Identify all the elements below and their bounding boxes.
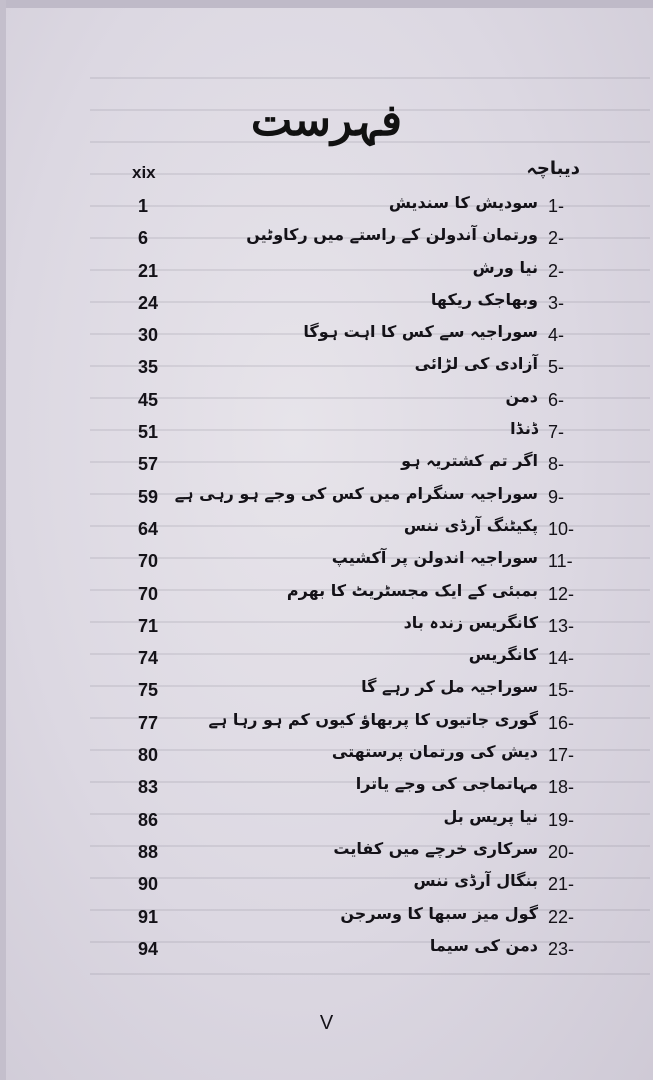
toc-entry-number: 5-	[548, 357, 565, 378]
toc-entry-number: 23-	[548, 938, 575, 959]
toc-entry-title: مہاتماجی کی وجے یاترا	[355, 774, 538, 794]
toc-entry	[0, 643, 653, 675]
toc-entry	[0, 288, 653, 320]
toc-entry-page: 88	[138, 841, 159, 862]
toc-entry-number: 20-	[548, 841, 575, 862]
toc-entry-page: 70	[138, 583, 159, 604]
toc-list	[0, 191, 653, 966]
toc-entry-title: سوراجیہ اندولن پر آکشیپ	[331, 548, 538, 568]
toc-entry	[0, 514, 653, 546]
toc-entry-title: دمن کی سیما	[429, 935, 538, 955]
toc-entry	[0, 902, 653, 934]
toc-entry-title: وبھاجک ریکھا	[430, 289, 538, 309]
toc-entry	[0, 449, 653, 481]
page-edge-top	[0, 0, 653, 8]
toc-entry-number: 18-	[548, 777, 575, 798]
toc-entry-page: 51	[138, 422, 159, 443]
toc-entry-title: نیا پریس بل	[443, 806, 538, 826]
toc-entry-title: گول میز سبھا کا وسرجن	[340, 903, 538, 923]
toc-entry-page: 86	[138, 809, 159, 830]
toc-entry-number: 1-	[548, 196, 565, 216]
toc-entry-number: 6-	[548, 389, 565, 410]
toc-entry-page: 24	[138, 292, 159, 313]
toc-entry-page: 59	[138, 486, 159, 507]
toc-entry	[0, 191, 653, 223]
toc-entry-number: 19-	[548, 809, 575, 830]
toc-entry-page: 70	[138, 551, 159, 572]
toc-entry-number: 3-	[548, 292, 565, 313]
page-folio: V	[319, 1012, 334, 1034]
toc-entry-title: کانگریس زندہ باد	[403, 612, 538, 632]
toc-entry-number: 15-	[548, 680, 575, 701]
toc-entry-number: 22-	[548, 906, 575, 927]
toc-entry	[0, 772, 653, 804]
toc-entry-page: 1	[138, 196, 149, 216]
intro-row	[120, 158, 580, 188]
toc-entry-number: 4-	[548, 325, 565, 346]
toc-entry-page: 21	[138, 260, 159, 281]
toc-entry-number: 10-	[548, 518, 575, 539]
toc-entry-page: 30	[138, 325, 159, 346]
toc-entry	[0, 805, 653, 837]
toc-entry-title: آزادی کی لڑائی	[414, 354, 538, 374]
toc-entry-page: 74	[138, 648, 159, 669]
toc-entry-page: 90	[138, 874, 159, 895]
toc-entry	[0, 385, 653, 417]
toc-entry-title: دیش کی ورتمان پرستھتی	[331, 742, 538, 762]
toc-entry-page: 91	[138, 906, 159, 927]
toc-entry-title: اگر تم کشتریہ ہو	[401, 451, 538, 471]
toc-entry-page: 57	[138, 454, 159, 475]
toc-entry-title: نیا ورش	[472, 257, 538, 277]
toc-entry-page: 75	[138, 680, 159, 701]
toc-entry-title: سوراجیہ سنگرام میں کس کی وجے ہو رہی ہے	[174, 483, 538, 503]
toc-entry	[0, 934, 653, 966]
toc-entry-number: 17-	[548, 745, 575, 766]
toc-entry-number: 12-	[548, 583, 575, 604]
toc-entry	[0, 869, 653, 901]
toc-entry-page: 80	[138, 745, 159, 766]
toc-entry-page: 77	[138, 712, 159, 733]
toc-entry-title: بنگال آرڈی ننس	[413, 871, 538, 891]
toc-entry	[0, 482, 653, 514]
toc-entry-page: 45	[138, 389, 159, 410]
toc-entry-page: 35	[138, 357, 159, 378]
toc-entry	[0, 256, 653, 288]
toc-entry-title: سودیش کا سندیش	[388, 193, 538, 212]
toc-entry	[0, 579, 653, 611]
toc-entry-number: 2-	[548, 260, 565, 281]
toc-entry-number: 7-	[548, 422, 565, 443]
toc-entry-title: ورتمان آندولن کے راستے میں رکاوٹیں	[246, 225, 538, 245]
toc-entry-page: 64	[138, 518, 159, 539]
toc-entry-number: 21-	[548, 874, 575, 895]
toc-entry-page: 83	[138, 777, 159, 798]
toc-entry-page: 71	[138, 615, 159, 636]
toc-entry-title: دمن	[505, 386, 538, 406]
toc-entry	[0, 740, 653, 772]
page-title: فہرست	[250, 95, 403, 146]
toc-entry	[0, 352, 653, 384]
toc-entry-title: بمبئی کے ایک مجسٹریٹ کا بھرم	[286, 580, 538, 600]
toc-entry-number: 14-	[548, 648, 575, 669]
toc-entry	[0, 223, 653, 255]
toc-entry	[0, 837, 653, 869]
toc-entry-number: 2-	[548, 228, 565, 249]
toc-entry	[0, 708, 653, 740]
toc-entry-title: کانگریس	[468, 645, 538, 665]
toc-entry	[0, 611, 653, 643]
toc-entry-title: ڈنڈا	[510, 419, 538, 439]
toc-entry-number: 8-	[548, 454, 565, 475]
toc-entry	[0, 546, 653, 578]
intro-label: دیباچہ	[526, 158, 580, 179]
toc-entry-title: گوری جاتیوں کا پربھاؤ کیوں کم ہو رہا ہے	[208, 709, 538, 729]
toc-entry	[0, 417, 653, 449]
toc-entry-title: پکیٹنگ آرڈی ننس	[403, 515, 538, 535]
toc-entry-title: سرکاری خرچے میں کفایت	[333, 838, 538, 858]
toc-entry-title: سوراجیہ مل کر رہے گا	[361, 677, 538, 697]
toc-entry-number: 9-	[548, 486, 565, 507]
toc-entry-page: 6	[138, 228, 149, 249]
toc-entry-number: 16-	[548, 712, 575, 733]
toc-entry-page: 94	[138, 938, 159, 959]
intro-page-number: xix	[132, 163, 156, 182]
toc-entry-number: 13-	[548, 615, 575, 636]
toc-entry	[0, 320, 653, 352]
toc-entry	[0, 675, 653, 707]
toc-entry-number: 11-	[548, 551, 573, 572]
toc-entry-title: سوراجیہ سے کس کا اہت ہوگا	[303, 322, 538, 342]
